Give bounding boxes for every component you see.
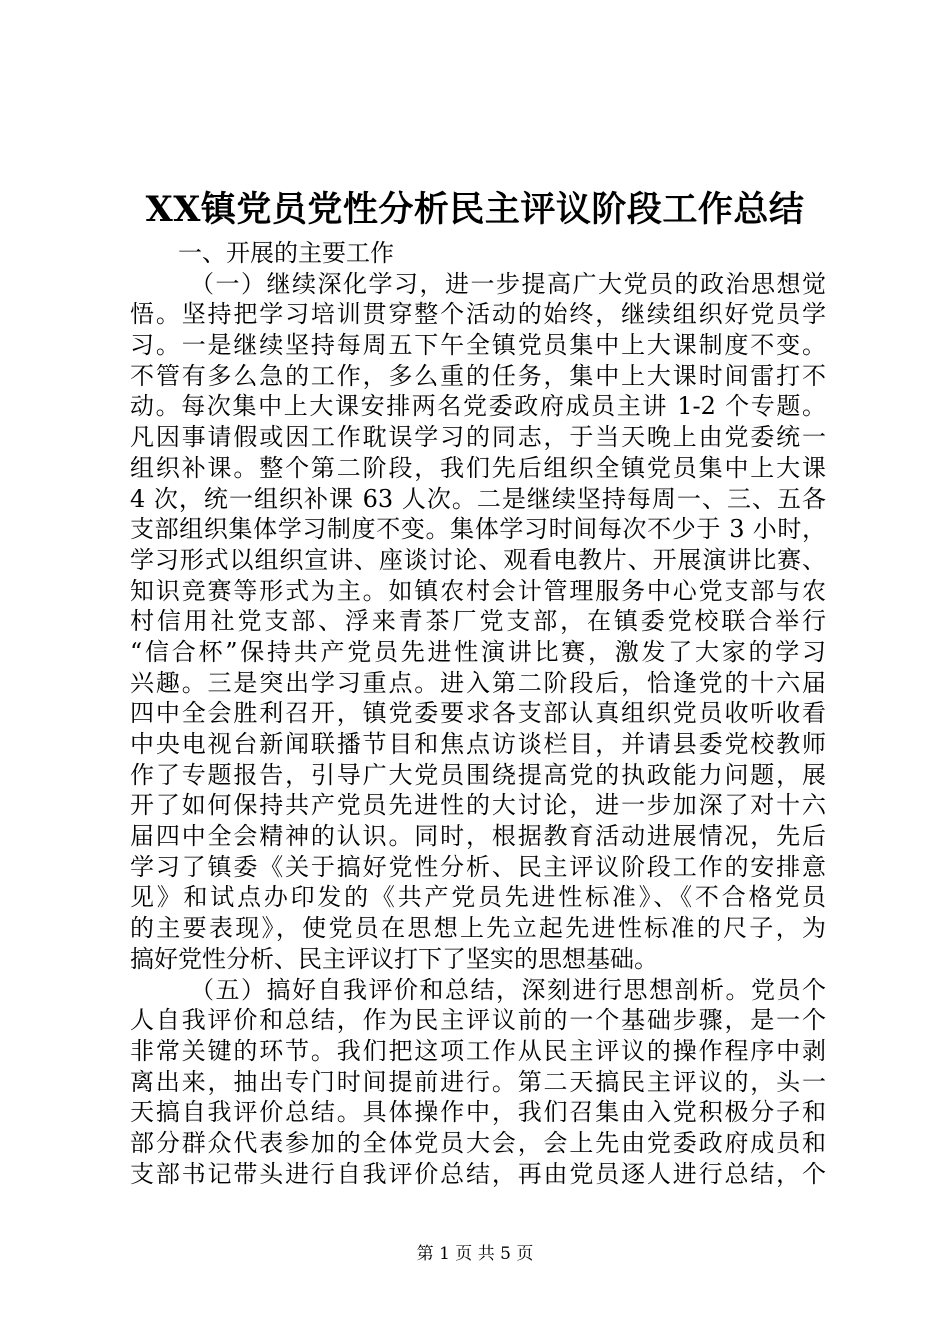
paragraph-line: 凡因事请假或因工作耽误学习的同志，于当天晚上由党委统一 — [130, 423, 826, 452]
paragraph-line: 人自我评价和总结，作为民主评议前的一个基础步骤，是一个 — [130, 1006, 826, 1035]
paragraph-line: 习。一是继续坚持每周五下午全镇党员集中上大课制度不变。 — [130, 331, 826, 360]
paragraph-line: 天搞自我评价总结。具体操作中，我们召集由入党积极分子和 — [130, 1098, 826, 1127]
paragraph-line: 组织补课。整个第二阶段，我们先后组织全镇党员集中上大课 — [130, 453, 826, 482]
paragraph-line: （五）搞好自我评价和总结，深刻进行思想剖析。党员个 — [190, 975, 826, 1004]
paragraph-line: 见》和试点办印发的《共产党员先进性标准》、《不合格党员 — [130, 883, 826, 912]
paragraph-line: 四中全会胜利召开，镇党委要求各支部认真组织党员收听收看 — [130, 699, 826, 728]
paragraph-line: 离出来，抽出专门时间提前进行。第二天搞民主评议的，头一 — [130, 1067, 826, 1096]
paragraph-line: 非常关键的环节。我们把这项工作从民主评议的操作程序中剥 — [130, 1036, 826, 1065]
paragraph-line: 不管有多么急的工作，多么重的任务，集中上大课时间雷打不 — [130, 361, 826, 390]
paragraph-line: 知识竞赛等形式为主。如镇农村会计管理服务中心党支部与农 — [130, 576, 826, 605]
paragraph-line: 支部书记带头进行自我评价总结，再由党员逐人进行总结，个 — [130, 1159, 826, 1188]
paragraph-line: 部分群众代表参加的全体党员大会，会上先由党委政府成员和 — [130, 1128, 826, 1157]
document-body — [130, 238, 826, 1189]
paragraph-line: 支部组织集体学习制度不变。集体学习时间每次不少于 3 小时， — [130, 515, 826, 544]
paragraph-line: 届四中全会精神的认识。同时，根据教育活动进展情况，先后 — [130, 822, 826, 851]
section-heading: 一、开展的主要工作 — [178, 239, 394, 267]
page-footer: 第 1 页 共 5 页 — [416, 1244, 534, 1264]
paragraph-line: 搞好党性分析、民主评议打下了坚实的思想基础。 — [130, 944, 658, 973]
paragraph-line: 兴趣。三是突出学习重点。进入第二阶段后，恰逢党的十六届 — [130, 668, 826, 697]
paragraph-line: 动。每次集中上大课安排两名党委政府成员主讲 1-2 个专题。 — [130, 392, 826, 421]
paragraph-line: 学习形式以组织宣讲、座谈讨论、观看电教片、开展演讲比赛、 — [130, 545, 826, 574]
paragraph-line: 开了如何保持共产党员先进性的大讨论，进一步加深了对十六 — [130, 791, 826, 820]
paragraph-line: 作了专题报告，引导广大党员围绕提高党的执政能力问题，展 — [130, 760, 826, 789]
paragraph-line: 学习了镇委《关于搞好党性分析、民主评议阶段工作的安排意 — [130, 852, 826, 881]
paragraph-line: 悟。坚持把学习培训贯穿整个活动的始终，继续组织好党员学 — [130, 300, 826, 329]
paragraph-line: 4 次，统一组织补课 63 人次。二是继续坚持每周一、三、五各 — [130, 484, 826, 513]
paragraph-line: 村信用社党支部、浮来青茶厂党支部，在镇委党校联合举行 — [130, 607, 826, 636]
paragraph-line: “信合杯”保持共产党员先进性演讲比赛，激发了大家的学习 — [130, 637, 826, 666]
paragraph-line: （一）继续深化学习，进一步提高广大党员的政治思想觉 — [190, 269, 826, 298]
paragraph-line: 中央电视台新闻联播节目和焦点访谈栏目，并请县委党校教师 — [130, 730, 826, 758]
document-title: XX镇党员党性分析民主评议阶段工作总结 — [145, 189, 805, 230]
paragraph-line: 的主要表现》，使党员在思想上先立起先进性标准的尺子，为 — [130, 914, 826, 943]
